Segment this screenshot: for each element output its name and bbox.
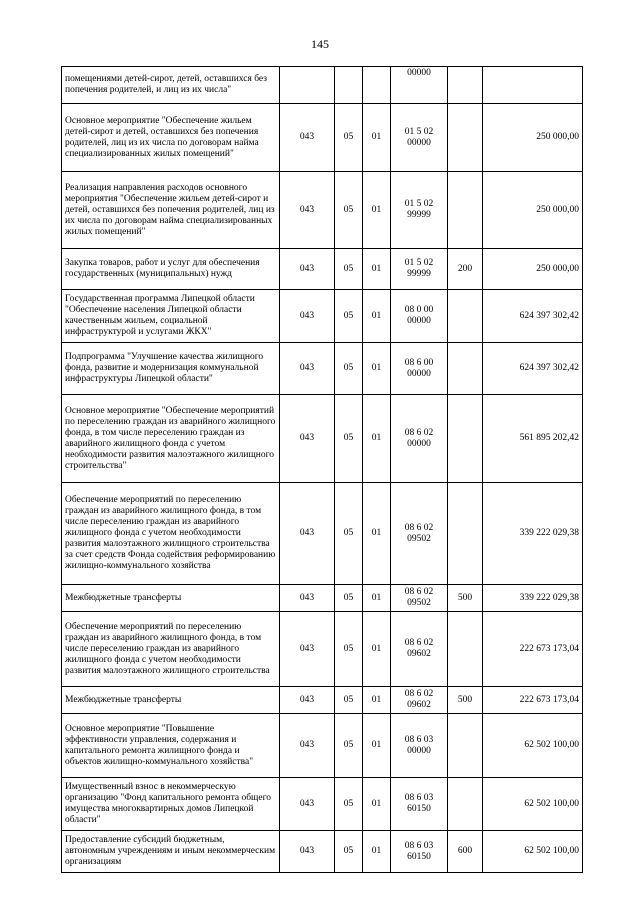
row-ved: 043 (280, 172, 335, 249)
row-name: помещениями детей-сирот, детей, оставшихся без попечения родителей, и лиц из их числа" (62, 67, 280, 104)
row-rz: 05 (335, 249, 363, 290)
row-csr: 08 6 00 00000 (391, 343, 448, 395)
table-row (62, 395, 583, 483)
row-vr: 600 (448, 831, 483, 873)
table-row (62, 483, 583, 585)
row-vr (448, 104, 483, 172)
row-csr: 01 5 02 99999 (391, 172, 448, 249)
row-rz: 05 (335, 172, 363, 249)
table-row (62, 249, 583, 290)
row-pr: 01 (363, 585, 391, 612)
row-name: Имущественный взнос в некоммерческую организацию "Фонд капитального ремонта общего имущества многоквартирных домов Липецкой области" (62, 778, 280, 831)
table-row (62, 104, 583, 172)
row-pr: 01 (363, 831, 391, 873)
row-name: Межбюджетные трансферты (62, 687, 280, 714)
row-rz: 05 (335, 714, 363, 778)
table-row (62, 778, 583, 831)
table-row (62, 67, 583, 104)
table-row (62, 585, 583, 612)
row-rz: 05 (335, 778, 363, 831)
row-vr (448, 395, 483, 483)
row-name: Государственная программа Липецкой области "Обеспечение населения Липецкой области качественным жильем, социальной инфраструктурой и услугами ЖКХ" (62, 290, 280, 343)
row-rz: 05 (335, 585, 363, 612)
row-rz: 05 (335, 483, 363, 585)
row-rz: 05 (335, 831, 363, 873)
row-rz: 05 (335, 612, 363, 687)
row-ved: 043 (280, 714, 335, 778)
table-row (62, 831, 583, 873)
row-ved: 043 (280, 585, 335, 612)
row-pr: 01 (363, 778, 391, 831)
row-ved: 043 (280, 343, 335, 395)
row-sum: 250 000,00 (483, 172, 583, 249)
table-row (62, 714, 583, 778)
row-rz: 05 (335, 104, 363, 172)
row-pr: 01 (363, 104, 391, 172)
row-ved (280, 67, 335, 104)
row-sum: 339 222 029,38 (483, 483, 583, 585)
budget-table (61, 66, 583, 873)
row-pr: 01 (363, 714, 391, 778)
row-pr: 01 (363, 172, 391, 249)
table-row (62, 290, 583, 343)
row-vr (448, 778, 483, 831)
row-name: Основное мероприятие "Повышение эффективности управления, содержания и капитального ремонта жилищного фонда и объектов жилищно-коммунального хозяйства" (62, 714, 280, 778)
table-row (62, 343, 583, 395)
row-ved: 043 (280, 290, 335, 343)
row-sum: 250 000,00 (483, 249, 583, 290)
row-name: Межбюджетные трансферты (62, 585, 280, 612)
row-rz: 05 (335, 290, 363, 343)
table-row (62, 687, 583, 714)
row-vr (448, 483, 483, 585)
row-vr (448, 714, 483, 778)
row-sum: 62 502 100,00 (483, 778, 583, 831)
row-sum (483, 67, 583, 104)
row-pr: 01 (363, 290, 391, 343)
row-ved: 043 (280, 612, 335, 687)
row-rz: 05 (335, 687, 363, 714)
row-name: Основное мероприятие "Обеспечение жильем детей-сирот и детей, оставшихся без попечения родителей, лиц из их числа по договорам найма специализированных жилых помещений" (62, 104, 280, 172)
row-pr: 01 (363, 395, 391, 483)
row-pr: 01 (363, 343, 391, 395)
row-rz (335, 67, 363, 104)
row-ved: 043 (280, 104, 335, 172)
row-csr: 08 6 03 00000 (391, 714, 448, 778)
row-csr: 08 6 02 09602 (391, 687, 448, 714)
row-vr: 500 (448, 585, 483, 612)
row-sum: 222 673 173,04 (483, 612, 583, 687)
row-csr: 00000 (391, 67, 448, 104)
row-sum: 624 397 302,42 (483, 290, 583, 343)
row-pr: 01 (363, 612, 391, 687)
row-csr: 08 6 02 09602 (391, 612, 448, 687)
row-name: Основное мероприятие "Обеспечение мероприятий по переселению граждан из аварийного жилищного фонда, в том числе переселению граждан из аварийного жилищного фонда с учетом необходимости развития малоэтажного жилищного строительства" (62, 395, 280, 483)
row-rz: 05 (335, 395, 363, 483)
row-ved: 043 (280, 687, 335, 714)
row-sum: 222 673 173,04 (483, 687, 583, 714)
row-ved: 043 (280, 483, 335, 585)
row-csr: 08 6 03 60150 (391, 831, 448, 873)
row-vr: 500 (448, 687, 483, 714)
row-ved: 043 (280, 395, 335, 483)
row-pr: 01 (363, 483, 391, 585)
page-number: 145 (311, 37, 329, 51)
table-row (62, 172, 583, 249)
row-name: Обеспечение мероприятий по переселению граждан из аварийного жилищного фонда, в том числе переселению граждан из аварийного жилищного фонда с учетом необходимости развития малоэтажного жилищного строительства (62, 612, 280, 687)
row-name: Обеспечение мероприятий по переселению граждан из аварийного жилищного фонда, в том числе переселению граждан из аварийного жилищного фонда с учетом необходимости развития малоэтажного жилищного строительства за счет средств Фонда содействия реформированию жилищно-коммунального хозяйства (62, 483, 280, 585)
row-csr: 08 6 02 00000 (391, 395, 448, 483)
row-sum: 339 222 029,38 (483, 585, 583, 612)
row-ved: 043 (280, 831, 335, 873)
row-csr: 01 5 02 99999 (391, 249, 448, 290)
row-csr: 08 0 00 00000 (391, 290, 448, 343)
row-vr (448, 67, 483, 104)
row-name: Подпрограмма "Улучшение качества жилищного фонда, развитие и модернизация коммунальной инфраструктуры Липецкой области" (62, 343, 280, 395)
row-ved: 043 (280, 778, 335, 831)
row-pr: 01 (363, 687, 391, 714)
row-sum: 62 502 100,00 (483, 714, 583, 778)
row-sum: 624 397 302,42 (483, 343, 583, 395)
row-csr: 08 6 03 60150 (391, 778, 448, 831)
table-row (62, 612, 583, 687)
row-name: Закупка товаров, работ и услуг для обеспечения государственных (муниципальных) нужд (62, 249, 280, 290)
row-sum: 62 502 100,00 (483, 831, 583, 873)
row-csr: 08 6 02 09502 (391, 483, 448, 585)
row-rz: 05 (335, 343, 363, 395)
row-sum: 561 895 202,42 (483, 395, 583, 483)
row-name: Предоставление субсидий бюджетным, автономным учреждениям и иным некоммерческим организациям (62, 831, 280, 873)
row-vr (448, 343, 483, 395)
row-csr: 08 6 02 09502 (391, 585, 448, 612)
row-vr (448, 172, 483, 249)
row-pr (363, 67, 391, 104)
row-vr: 200 (448, 249, 483, 290)
row-ved: 043 (280, 249, 335, 290)
row-vr (448, 290, 483, 343)
row-name: Реализация направления расходов основного мероприятия "Обеспечение жильем детей-сирот и детей, оставшихся без попечения родителей, лиц из их числа по договорам найма специализированных жилых помещений" (62, 172, 280, 249)
row-csr: 01 5 02 00000 (391, 104, 448, 172)
row-vr (448, 612, 483, 687)
row-pr: 01 (363, 249, 391, 290)
row-sum: 250 000,00 (483, 104, 583, 172)
